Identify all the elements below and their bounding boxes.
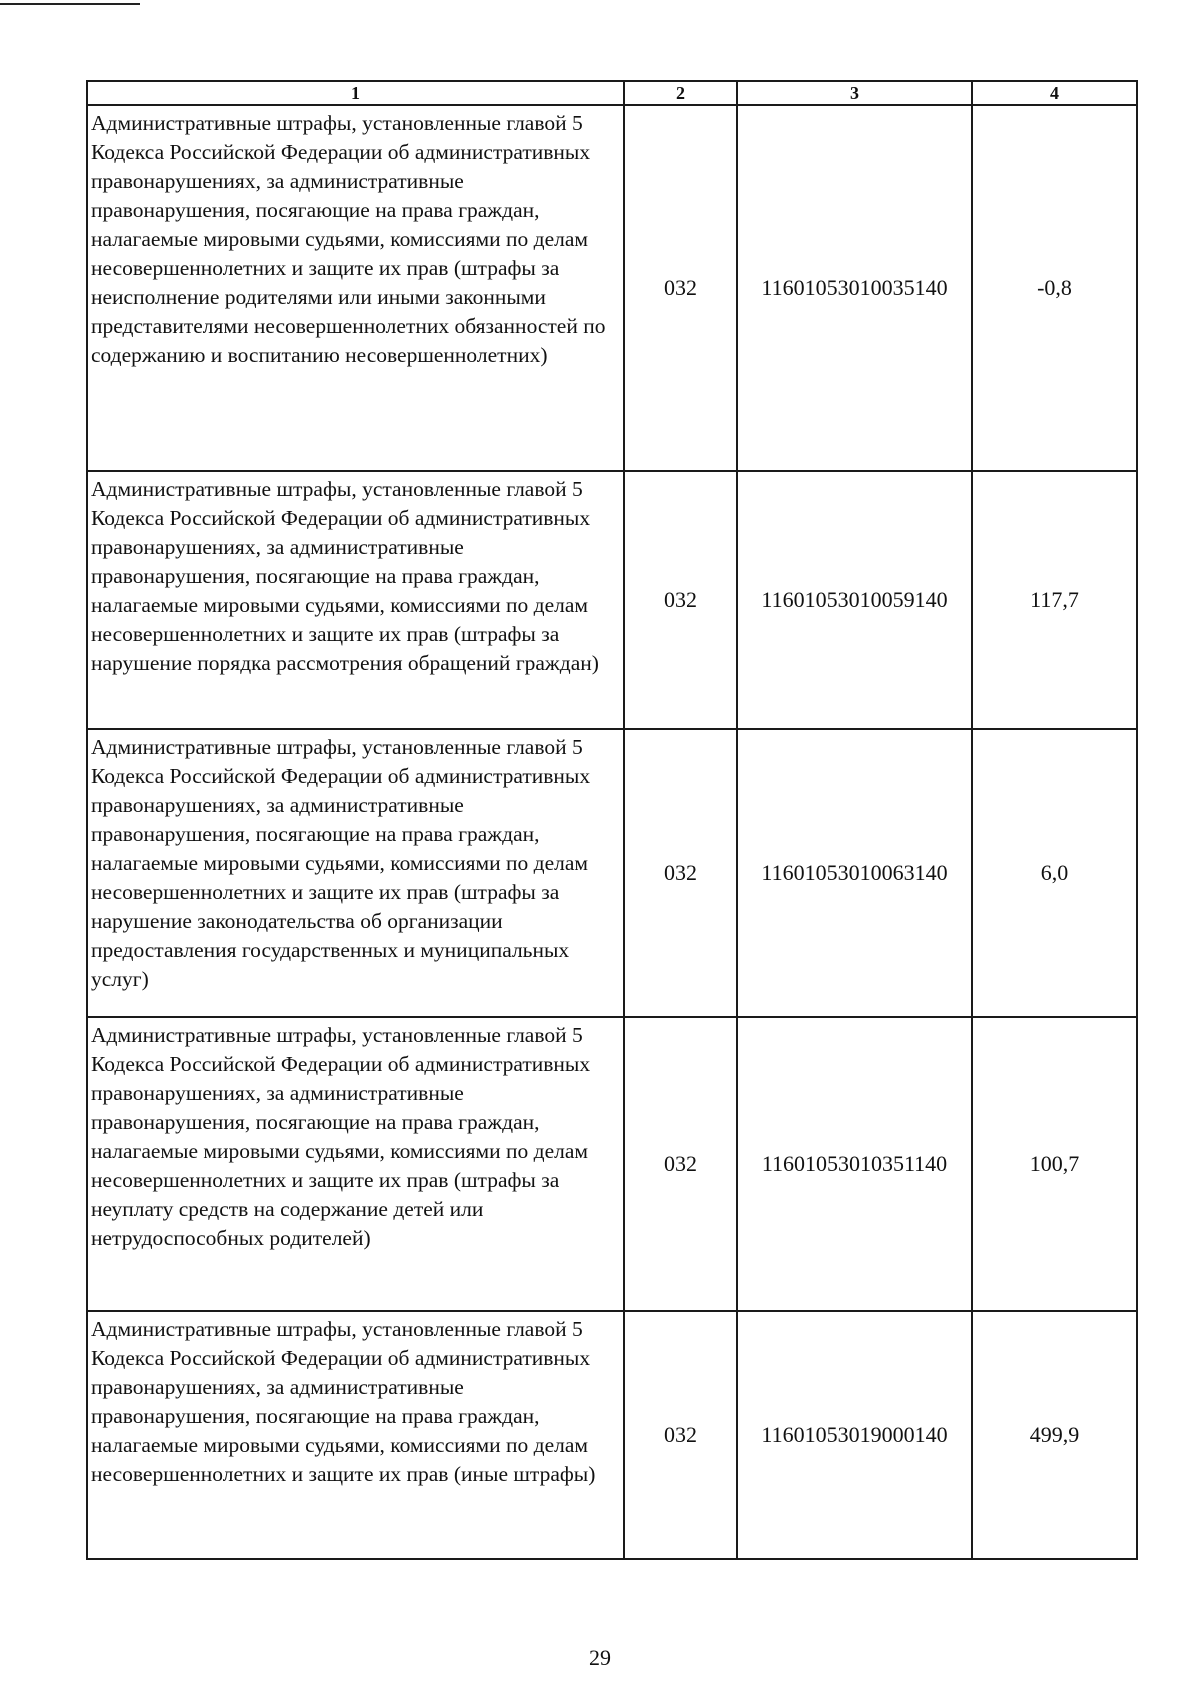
- col-header-3: 3: [737, 81, 972, 105]
- row-admin-code: 032: [624, 729, 737, 1017]
- page-number: 29: [589, 1645, 611, 1670]
- row-budget-code: 11601053010035140: [737, 105, 972, 471]
- row-amount: -0,8: [972, 105, 1137, 471]
- row-amount: 100,7: [972, 1017, 1137, 1311]
- row-budget-code: 11601053010063140: [737, 729, 972, 1017]
- row-admin-code: 032: [624, 471, 737, 729]
- table-row: [87, 1017, 1137, 1311]
- table-row: [87, 471, 1137, 729]
- row-admin-code: 032: [624, 105, 737, 471]
- row-amount: 117,7: [972, 471, 1137, 729]
- fines-table: [86, 80, 1138, 1560]
- corner-rule: [0, 3, 140, 5]
- table-row: [87, 1311, 1137, 1559]
- row-description: Административные штрафы, установленные главой 5 Кодекса Российской Федерации об административных правонарушениях, за административные правонарушения, посягающие на права граждан, налагаемые мировыми судьями, комиссиями по делам несовершеннолетних и защите их прав (штрафы за неисполнение родителями или иными законными представителями несовершеннолетних обязанностей по содержанию и воспитанию несовершеннолетних): [87, 105, 624, 471]
- row-description: Административные штрафы, установленные главой 5 Кодекса Российской Федерации об административных правонарушениях, за административные правонарушения, посягающие на права граждан, налагаемые мировыми судьями, комиссиями по делам несовершеннолетних и защите их прав (штрафы за нарушение порядка рассмотрения обращений граждан): [87, 471, 624, 729]
- row-admin-code: 032: [624, 1017, 737, 1311]
- row-amount: 6,0: [972, 729, 1137, 1017]
- row-budget-code: 11601053019000140: [737, 1311, 972, 1559]
- row-budget-code: 11601053010059140: [737, 471, 972, 729]
- table-header-row: [87, 81, 1137, 105]
- row-description: Административные штрафы, установленные главой 5 Кодекса Российской Федерации об административных правонарушениях, за административные правонарушения, посягающие на права граждан, налагаемые мировыми судьями, комиссиями по делам несовершеннолетних и защите их прав (иные штрафы): [87, 1311, 624, 1559]
- col-header-4: 4: [972, 81, 1137, 105]
- table-row: [87, 105, 1137, 471]
- row-admin-code: 032: [624, 1311, 737, 1559]
- table-row: [87, 729, 1137, 1017]
- row-description: Административные штрафы, установленные главой 5 Кодекса Российской Федерации об административных правонарушениях, за административные правонарушения, посягающие на права граждан, налагаемые мировыми судьями, комиссиями по делам несовершеннолетних и защите их прав (штрафы за нарушение законодательства об организации предоставления государственных и муниципальных услуг): [87, 729, 624, 1017]
- row-amount: 499,9: [972, 1311, 1137, 1559]
- row-budget-code: 11601053010351140: [737, 1017, 972, 1311]
- row-description: Административные штрафы, установленные главой 5 Кодекса Российской Федерации об административных правонарушениях, за административные правонарушения, посягающие на права граждан, налагаемые мировыми судьями, комиссиями по делам несовершеннолетних и защите их прав (штрафы за неуплату средств на содержание детей или нетрудоспособных родителей): [87, 1017, 624, 1311]
- col-header-2: 2: [624, 81, 737, 105]
- col-header-1: 1: [87, 81, 624, 105]
